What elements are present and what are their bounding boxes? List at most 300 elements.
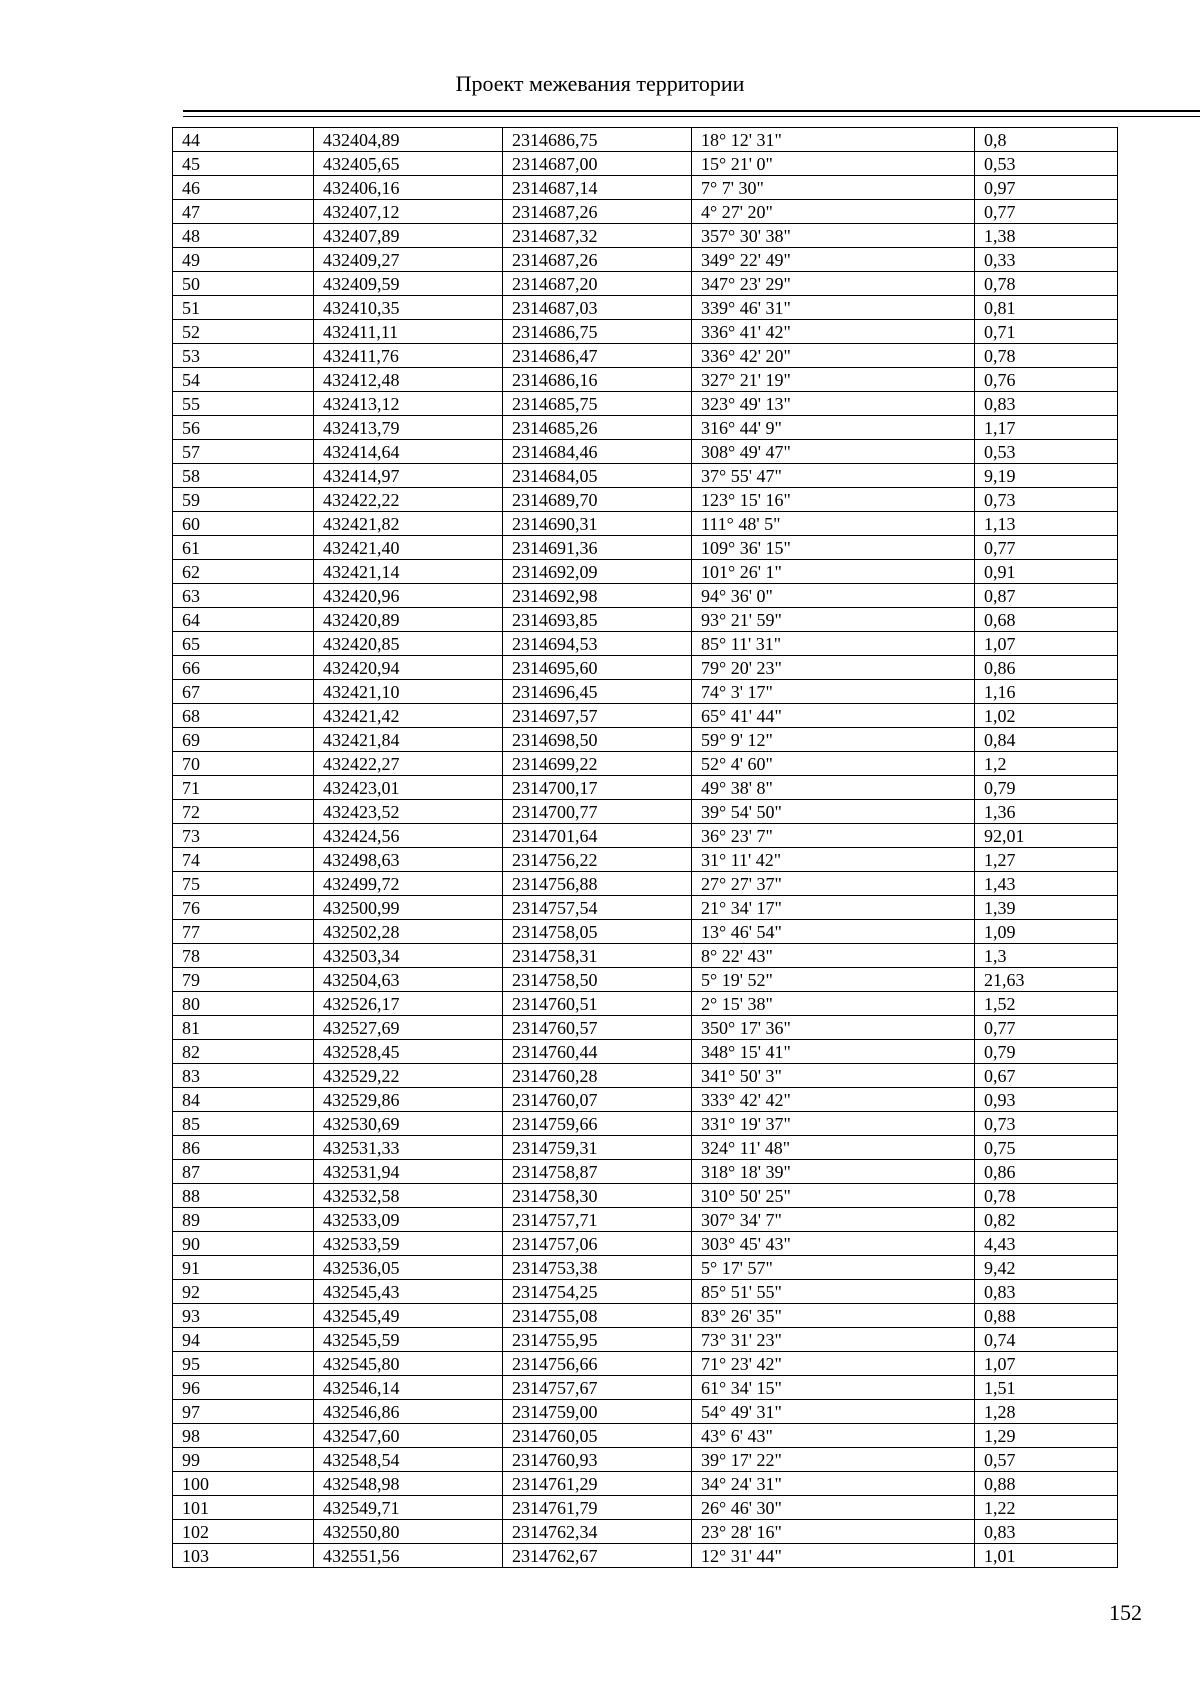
table-row [173,1160,1118,1184]
bearing-cell: 7° 7' 30" [692,176,975,200]
y-coordinate-cell: 2314756,22 [503,848,692,872]
bearing-cell: 310° 50' 25" [692,1184,975,1208]
bearing-cell: 23° 28' 16" [692,1520,975,1544]
table-row [173,968,1118,992]
bearing-cell: 357° 30' 38" [692,224,975,248]
x-coordinate-cell: 432549,71 [314,1496,503,1520]
table-row [173,1088,1118,1112]
x-coordinate-cell: 432502,28 [314,920,503,944]
point-number-cell: 84 [173,1088,314,1112]
point-number-cell: 79 [173,968,314,992]
point-number-cell: 83 [173,1064,314,1088]
x-coordinate-cell: 432423,01 [314,776,503,800]
bearing-cell: 336° 42' 20" [692,344,975,368]
table-row [173,1472,1118,1496]
table-row [173,872,1118,896]
x-coordinate-cell: 432406,16 [314,176,503,200]
y-coordinate-cell: 2314687,32 [503,224,692,248]
distance-cell: 0,84 [975,728,1118,752]
bearing-cell: 31° 11' 42" [692,848,975,872]
x-coordinate-cell: 432526,17 [314,992,503,1016]
y-coordinate-cell: 2314757,06 [503,1232,692,1256]
table-row [173,1112,1118,1136]
y-coordinate-cell: 2314687,03 [503,296,692,320]
bearing-cell: 323° 49' 13" [692,392,975,416]
y-coordinate-cell: 2314759,31 [503,1136,692,1160]
x-coordinate-cell: 432407,89 [314,224,503,248]
table-row [173,1208,1118,1232]
point-number-cell: 53 [173,344,314,368]
point-number-cell: 71 [173,776,314,800]
point-number-cell: 86 [173,1136,314,1160]
x-coordinate-cell: 432548,54 [314,1448,503,1472]
y-coordinate-cell: 2314686,75 [503,320,692,344]
table-row [173,1280,1118,1304]
x-coordinate-cell: 432545,80 [314,1352,503,1376]
distance-cell: 21,63 [975,968,1118,992]
x-coordinate-cell: 432407,12 [314,200,503,224]
table-row [173,512,1118,536]
bearing-cell: 83° 26' 35" [692,1304,975,1328]
bearing-cell: 26° 46' 30" [692,1496,975,1520]
bearing-cell: 39° 17' 22" [692,1448,975,1472]
table-row [173,1520,1118,1544]
y-coordinate-cell: 2314757,54 [503,896,692,920]
x-coordinate-cell: 432409,59 [314,272,503,296]
distance-cell: 1,07 [975,632,1118,656]
point-number-cell: 59 [173,488,314,512]
bearing-cell: 18° 12' 31" [692,128,975,152]
table-row [173,992,1118,1016]
y-coordinate-cell: 2314760,07 [503,1088,692,1112]
distance-cell: 0,83 [975,1280,1118,1304]
page-number: 152 [1109,1600,1142,1625]
point-number-cell: 89 [173,1208,314,1232]
point-number-cell: 96 [173,1376,314,1400]
bearing-cell: 73° 31' 23" [692,1328,975,1352]
point-number-cell: 64 [173,608,314,632]
bearing-cell: 307° 34' 7" [692,1208,975,1232]
x-coordinate-cell: 432504,63 [314,968,503,992]
x-coordinate-cell: 432536,05 [314,1256,503,1280]
point-number-cell: 102 [173,1520,314,1544]
y-coordinate-cell: 2314756,88 [503,872,692,896]
point-number-cell: 85 [173,1112,314,1136]
x-coordinate-cell: 432420,96 [314,584,503,608]
bearing-cell: 93° 21' 59" [692,608,975,632]
x-coordinate-cell: 432550,80 [314,1520,503,1544]
x-coordinate-cell: 432420,85 [314,632,503,656]
y-coordinate-cell: 2314684,46 [503,440,692,464]
point-number-cell: 44 [173,128,314,152]
bearing-cell: 331° 19' 37" [692,1112,975,1136]
bearing-cell: 341° 50' 3" [692,1064,975,1088]
point-number-cell: 60 [173,512,314,536]
y-coordinate-cell: 2314700,17 [503,776,692,800]
table-row [173,656,1118,680]
bearing-cell: 79° 20' 23" [692,656,975,680]
point-number-cell: 49 [173,248,314,272]
table-row [173,800,1118,824]
bearing-cell: 318° 18' 39" [692,1160,975,1184]
point-number-cell: 47 [173,200,314,224]
bearing-cell: 348° 15' 41" [692,1040,975,1064]
y-coordinate-cell: 2314760,44 [503,1040,692,1064]
point-number-cell: 81 [173,1016,314,1040]
x-coordinate-cell: 432545,49 [314,1304,503,1328]
table-row [173,176,1118,200]
x-coordinate-cell: 432530,69 [314,1112,503,1136]
distance-cell: 0,57 [975,1448,1118,1472]
y-coordinate-cell: 2314693,85 [503,608,692,632]
distance-cell: 0,83 [975,1520,1118,1544]
table-row [173,680,1118,704]
table-row [173,608,1118,632]
distance-cell: 92,01 [975,824,1118,848]
distance-cell: 0,91 [975,560,1118,584]
bearing-cell: 5° 17' 57" [692,1256,975,1280]
distance-cell: 0,77 [975,536,1118,560]
y-coordinate-cell: 2314760,05 [503,1424,692,1448]
bearing-cell: 85° 11' 31" [692,632,975,656]
bearing-cell: 5° 19' 52" [692,968,975,992]
x-coordinate-cell: 432529,22 [314,1064,503,1088]
bearing-cell: 39° 54' 50" [692,800,975,824]
y-coordinate-cell: 2314757,71 [503,1208,692,1232]
x-coordinate-cell: 432499,72 [314,872,503,896]
bearing-cell: 12° 31' 44" [692,1544,975,1568]
point-number-cell: 94 [173,1328,314,1352]
distance-cell: 0,74 [975,1328,1118,1352]
point-number-cell: 72 [173,800,314,824]
y-coordinate-cell: 2314761,29 [503,1472,692,1496]
bearing-cell: 4° 27' 20" [692,200,975,224]
distance-cell: 0,53 [975,152,1118,176]
distance-cell: 1,17 [975,416,1118,440]
table-row [173,224,1118,248]
x-coordinate-cell: 432547,60 [314,1424,503,1448]
y-coordinate-cell: 2314758,05 [503,920,692,944]
point-number-cell: 91 [173,1256,314,1280]
distance-cell: 1,09 [975,920,1118,944]
x-coordinate-cell: 432420,89 [314,608,503,632]
x-coordinate-cell: 432421,42 [314,704,503,728]
table-row [173,200,1118,224]
table-row [173,1400,1118,1424]
distance-cell: 0,86 [975,656,1118,680]
table-row [173,368,1118,392]
point-number-cell: 63 [173,584,314,608]
point-number-cell: 52 [173,320,314,344]
x-coordinate-cell: 432423,52 [314,800,503,824]
point-number-cell: 103 [173,1544,314,1568]
y-coordinate-cell: 2314700,77 [503,800,692,824]
table-row [173,1256,1118,1280]
page-title: Проект межевания территории [455,71,745,96]
y-coordinate-cell: 2314684,05 [503,464,692,488]
table-row [173,1136,1118,1160]
header-rule [183,110,1200,117]
bearing-cell: 333° 42' 42" [692,1088,975,1112]
distance-cell: 0,75 [975,1136,1118,1160]
y-coordinate-cell: 2314758,87 [503,1160,692,1184]
x-coordinate-cell: 432531,94 [314,1160,503,1184]
bearing-cell: 37° 55' 47" [692,464,975,488]
y-coordinate-cell: 2314758,50 [503,968,692,992]
point-number-cell: 73 [173,824,314,848]
y-coordinate-cell: 2314701,64 [503,824,692,848]
bearing-cell: 8° 22' 43" [692,944,975,968]
x-coordinate-cell: 432404,89 [314,128,503,152]
bearing-cell: 349° 22' 49" [692,248,975,272]
bearing-cell: 339° 46' 31" [692,296,975,320]
x-coordinate-cell: 432422,27 [314,752,503,776]
x-coordinate-cell: 432498,63 [314,848,503,872]
y-coordinate-cell: 2314687,26 [503,248,692,272]
x-coordinate-cell: 432533,09 [314,1208,503,1232]
point-number-cell: 76 [173,896,314,920]
x-coordinate-cell: 432412,48 [314,368,503,392]
bearing-cell: 94° 36' 0" [692,584,975,608]
bearing-cell: 74° 3' 17" [692,680,975,704]
x-coordinate-cell: 432546,14 [314,1376,503,1400]
bearing-cell: 347° 23' 29" [692,272,975,296]
x-coordinate-cell: 432413,79 [314,416,503,440]
x-coordinate-cell: 432503,34 [314,944,503,968]
distance-cell: 1,13 [975,512,1118,536]
distance-cell: 0,73 [975,1112,1118,1136]
distance-cell: 0,78 [975,1184,1118,1208]
y-coordinate-cell: 2314757,67 [503,1376,692,1400]
bearing-cell: 123° 15' 16" [692,488,975,512]
y-coordinate-cell: 2314687,26 [503,200,692,224]
distance-cell: 0,79 [975,776,1118,800]
y-coordinate-cell: 2314755,95 [503,1328,692,1352]
distance-cell: 1,28 [975,1400,1118,1424]
bearing-cell: 52° 4' 60" [692,752,975,776]
y-coordinate-cell: 2314692,98 [503,584,692,608]
x-coordinate-cell: 432529,86 [314,1088,503,1112]
y-coordinate-cell: 2314692,09 [503,560,692,584]
distance-cell: 0,79 [975,1040,1118,1064]
point-number-cell: 87 [173,1160,314,1184]
table-row [173,1184,1118,1208]
point-number-cell: 54 [173,368,314,392]
table-row [173,824,1118,848]
y-coordinate-cell: 2314690,31 [503,512,692,536]
bearing-cell: 36° 23' 7" [692,824,975,848]
x-coordinate-cell: 432411,11 [314,320,503,344]
distance-cell: 1,51 [975,1376,1118,1400]
bearing-cell: 43° 6' 43" [692,1424,975,1448]
table-row [173,464,1118,488]
table-row [173,1376,1118,1400]
x-coordinate-cell: 432421,10 [314,680,503,704]
x-coordinate-cell: 432413,12 [314,392,503,416]
point-number-cell: 101 [173,1496,314,1520]
bearing-cell: 350° 17' 36" [692,1016,975,1040]
distance-cell: 0,83 [975,392,1118,416]
distance-cell: 0,82 [975,1208,1118,1232]
distance-cell: 1,27 [975,848,1118,872]
y-coordinate-cell: 2314696,45 [503,680,692,704]
distance-cell: 0,88 [975,1472,1118,1496]
bearing-cell: 54° 49' 31" [692,1400,975,1424]
x-coordinate-cell: 432421,40 [314,536,503,560]
y-coordinate-cell: 2314685,75 [503,392,692,416]
point-number-cell: 78 [173,944,314,968]
table-row [173,848,1118,872]
y-coordinate-cell: 2314754,25 [503,1280,692,1304]
y-coordinate-cell: 2314759,66 [503,1112,692,1136]
point-number-cell: 58 [173,464,314,488]
point-number-cell: 61 [173,536,314,560]
y-coordinate-cell: 2314758,30 [503,1184,692,1208]
x-coordinate-cell: 432414,64 [314,440,503,464]
y-coordinate-cell: 2314755,08 [503,1304,692,1328]
table-row [173,1304,1118,1328]
x-coordinate-cell: 432424,56 [314,824,503,848]
distance-cell: 0,8 [975,128,1118,152]
point-number-cell: 67 [173,680,314,704]
table-row [173,704,1118,728]
x-coordinate-cell: 432420,94 [314,656,503,680]
x-coordinate-cell: 432500,99 [314,896,503,920]
bearing-cell: 2° 15' 38" [692,992,975,1016]
table-row [173,584,1118,608]
table-row [173,1352,1118,1376]
distance-cell: 1,38 [975,224,1118,248]
table-row [173,488,1118,512]
x-coordinate-cell: 432532,58 [314,1184,503,1208]
point-number-cell: 50 [173,272,314,296]
table-row [173,272,1118,296]
y-coordinate-cell: 2314758,31 [503,944,692,968]
distance-cell: 1,2 [975,752,1118,776]
table-row [173,152,1118,176]
bearing-cell: 109° 36' 15" [692,536,975,560]
point-number-cell: 100 [173,1472,314,1496]
point-number-cell: 82 [173,1040,314,1064]
bearing-cell: 21° 34' 17" [692,896,975,920]
bearing-cell: 336° 41' 42" [692,320,975,344]
x-coordinate-cell: 432421,14 [314,560,503,584]
distance-cell: 0,81 [975,296,1118,320]
bearing-cell: 327° 21' 19" [692,368,975,392]
x-coordinate-cell: 432421,82 [314,512,503,536]
distance-cell: 0,33 [975,248,1118,272]
table-row [173,296,1118,320]
table-row [173,392,1118,416]
point-number-cell: 80 [173,992,314,1016]
y-coordinate-cell: 2314756,66 [503,1352,692,1376]
table-row [173,1544,1118,1568]
x-coordinate-cell: 432545,59 [314,1328,503,1352]
point-number-cell: 55 [173,392,314,416]
bearing-cell: 65° 41' 44" [692,704,975,728]
distance-cell: 0,67 [975,1064,1118,1088]
distance-cell: 0,73 [975,488,1118,512]
y-coordinate-cell: 2314687,00 [503,152,692,176]
table-row [173,440,1118,464]
bearing-cell: 324° 11' 48" [692,1136,975,1160]
bearing-cell: 49° 38' 8" [692,776,975,800]
point-number-cell: 57 [173,440,314,464]
point-number-cell: 97 [173,1400,314,1424]
table-row [173,344,1118,368]
point-number-cell: 95 [173,1352,314,1376]
distance-cell: 0,87 [975,584,1118,608]
y-coordinate-cell: 2314760,51 [503,992,692,1016]
point-number-cell: 77 [173,920,314,944]
table-row [173,416,1118,440]
table-row [173,632,1118,656]
point-number-cell: 48 [173,224,314,248]
point-number-cell: 88 [173,1184,314,1208]
y-coordinate-cell: 2314699,22 [503,752,692,776]
distance-cell: 0,71 [975,320,1118,344]
x-coordinate-cell: 432410,35 [314,296,503,320]
y-coordinate-cell: 2314760,57 [503,1016,692,1040]
table-row [173,1040,1118,1064]
table-row [173,1232,1118,1256]
y-coordinate-cell: 2314687,20 [503,272,692,296]
point-number-cell: 98 [173,1424,314,1448]
y-coordinate-cell: 2314697,57 [503,704,692,728]
y-coordinate-cell: 2314685,26 [503,416,692,440]
table-row [173,1328,1118,1352]
y-coordinate-cell: 2314694,53 [503,632,692,656]
point-number-cell: 93 [173,1304,314,1328]
table-row [173,1448,1118,1472]
bearing-cell: 15° 21' 0" [692,152,975,176]
x-coordinate-cell: 432533,59 [314,1232,503,1256]
point-number-cell: 66 [173,656,314,680]
distance-cell: 1,52 [975,992,1118,1016]
distance-cell: 1,3 [975,944,1118,968]
distance-cell: 9,42 [975,1256,1118,1280]
distance-cell: 0,78 [975,344,1118,368]
bearing-cell: 27° 27' 37" [692,872,975,896]
table-row [173,1496,1118,1520]
distance-cell: 1,22 [975,1496,1118,1520]
point-number-cell: 69 [173,728,314,752]
distance-cell: 0,77 [975,200,1118,224]
distance-cell: 1,36 [975,800,1118,824]
y-coordinate-cell: 2314761,79 [503,1496,692,1520]
x-coordinate-cell: 432548,98 [314,1472,503,1496]
point-number-cell: 45 [173,152,314,176]
y-coordinate-cell: 2314687,14 [503,176,692,200]
point-number-cell: 56 [173,416,314,440]
distance-cell: 0,53 [975,440,1118,464]
table-row [173,128,1118,152]
bearing-cell: 308° 49' 47" [692,440,975,464]
y-coordinate-cell: 2314762,34 [503,1520,692,1544]
x-coordinate-cell: 432531,33 [314,1136,503,1160]
distance-cell: 0,88 [975,1304,1118,1328]
distance-cell: 0,68 [975,608,1118,632]
point-number-cell: 65 [173,632,314,656]
table-row [173,944,1118,968]
y-coordinate-cell: 2314760,28 [503,1064,692,1088]
table-row [173,776,1118,800]
table-row [173,536,1118,560]
table-row [173,320,1118,344]
x-coordinate-cell: 432545,43 [314,1280,503,1304]
coordinates-table [172,127,1118,1568]
x-coordinate-cell: 432405,65 [314,152,503,176]
